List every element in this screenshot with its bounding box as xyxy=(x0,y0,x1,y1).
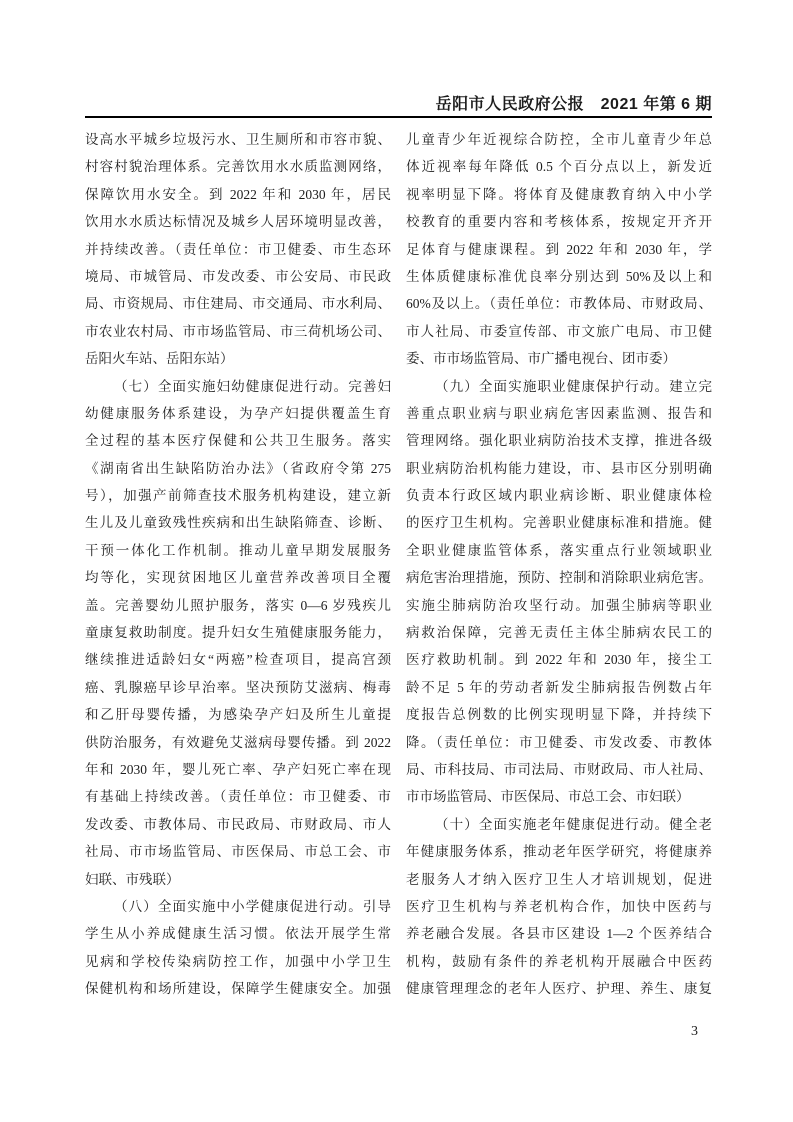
text-line: 实施尘肺病防治攻坚行动。加强尘肺病等职业 xyxy=(406,597,712,613)
text-line: 幼健康服务体系建设，为孕产妇提供覆盖生育 xyxy=(85,405,391,421)
text-line: 龄不足 5 年的劳动者新发尘肺病报告例数占年 xyxy=(406,679,712,695)
text-line: 职业病防治机构能力建设，市、县市区分别明确 xyxy=(406,460,712,476)
text-line: （七）全面实施妇幼健康促进行动。完善妇 xyxy=(114,378,391,394)
text-line: 局、市科技局、市司法局、市财政局、市人社局、 xyxy=(406,761,712,777)
text-line: 童康复救助制度。提升妇女生殖健康服务能力， xyxy=(85,625,391,641)
text-line: 岳阳火车站、岳阳东站） xyxy=(85,351,234,367)
text-line: 见病和学校传染病防控工作，加强中小学卫生 xyxy=(85,953,391,969)
text-line: 均等化，实现贫困地区儿童营养改善项目全覆 xyxy=(85,570,391,586)
text-line: 全职业健康监管体系，落实重点行业领域职业 xyxy=(406,542,712,558)
text-line: 学生从小养成健康生活习惯。依法开展学生常 xyxy=(85,926,391,942)
text-line: 盖。完善婴幼儿照护服务，落实 0—6 岁残疾儿 xyxy=(85,597,391,613)
text-line: 社局、市市场监管局、市医保局、市总工会、市 xyxy=(85,844,391,860)
text-line: 的医疗卫生机构。完善职业健康标准和措施。健 xyxy=(406,515,712,531)
text-line: 妇联、市残联） xyxy=(85,871,180,887)
text-line: 有基础上持续改善。（责任单位：市卫健委、市 xyxy=(85,789,391,805)
text-line: 管理网络。强化职业病防治技术支撑，推进各级 xyxy=(406,433,712,449)
text-line: 饮用水水质达标情况及城乡人居环境明显改善， xyxy=(85,214,391,230)
text-line: 保健机构和场所建设，保障学生健康安全。加强 xyxy=(85,981,391,997)
text-line: 市人社局、市委宣传部、市文旅广电局、市卫健 xyxy=(406,323,712,339)
text-line: （十）全面实施老年健康促进行动。健全老 xyxy=(435,816,712,832)
text-line: 医疗卫生机构与养老机构合作，加快中医药与 xyxy=(406,898,712,914)
text-line: 机构，鼓励有条件的养老机构开展融合中医药 xyxy=(406,953,712,969)
text-line: 病危害治理措施，预防、控制和消除职业病危害。 xyxy=(406,570,712,586)
text-line: 医疗救助机制。到 2022 年和 2030 年，接尘工 xyxy=(406,652,712,668)
text-line: 癌、乳腺癌早诊早治率。坚决预防艾滋病、梅毒 xyxy=(85,679,391,695)
column-left xyxy=(85,126,391,1003)
text-line: 足体育与健康课程。到 2022 年和 2030 年，学 xyxy=(406,241,712,257)
text-line: 局、市资规局、市住建局、市交通局、市水利局、 xyxy=(85,296,391,312)
text-line: 村容村貌治理体系。完善饮用水水质监测网络， xyxy=(85,159,391,175)
text-line: 保障饮用水安全。到 2022 年和 2030 年，居民 xyxy=(85,186,391,202)
text-line: 健康管理理念的老年人医疗、护理、养生、康复 xyxy=(406,981,712,997)
text-line: 负责本行政区域内职业病诊断、职业健康体检 xyxy=(406,488,712,504)
text-line: 养老融合发展。各县市区建设 1—2 个医养结合 xyxy=(406,926,712,942)
text-line: 儿童青少年近视综合防控，全市儿童青少年总 xyxy=(406,132,712,147)
text-line: 视率明显下降。将体育及健康教育纳入中小学 xyxy=(406,186,712,202)
text-line: 校教育的重要内容和考核体系，按规定开齐开 xyxy=(406,214,712,230)
text-line: 设高水平城乡垃圾污水、卫生厕所和市容市貌、 xyxy=(85,132,391,147)
text-line: 市市场监管局、市医保局、市总工会、市妇联） xyxy=(406,789,690,805)
text-line: 病救治保障，完善无责任主体尘肺病农民工的 xyxy=(406,625,712,641)
document-body xyxy=(85,126,712,1003)
text-line: 降。（责任单位：市卫健委、市发改委、市教体 xyxy=(406,734,712,750)
text-line: 发改委、市教体局、市民政局、市财政局、市人 xyxy=(85,816,391,832)
text-line: 年健康服务体系，推动老年医学研究，将健康养 xyxy=(406,844,712,860)
text-line: 市农业农村局、市市场监管局、市三荷机场公司、 xyxy=(85,323,391,339)
text-line: 干预一体化工作机制。推动儿童早期发展服务 xyxy=(85,542,391,558)
column-right xyxy=(406,126,712,1003)
text-line: 全过程的基本医疗保健和公共卫生服务。落实 xyxy=(85,433,391,449)
header-title: 岳阳市人民政府公报 2021 年第 6 期 xyxy=(435,96,712,113)
text-line: 生儿及儿童致残性疾病和出生缺陷筛查、诊断、 xyxy=(85,515,391,531)
text-line: 度报告总例数的比例实现明显下降，并持续下 xyxy=(406,707,712,723)
text-line: （八）全面实施中小学健康促进行动。引导 xyxy=(114,898,391,914)
header-divider xyxy=(85,116,712,118)
text-line: 善重点职业病与职业病危害因素监测、报告和 xyxy=(406,405,712,421)
text-line: 委、市市场监管局、市广播电视台、团市委） xyxy=(406,351,676,367)
page-header xyxy=(85,91,712,114)
text-line: 供防治服务，有效避免艾滋病母婴传播。到 2022 xyxy=(85,734,391,750)
text-line: 号），加强产前筛查技术服务机构建设，建立新 xyxy=(85,488,391,504)
text-line: 境局、市城管局、市发改委、市公安局、市民政 xyxy=(85,268,391,284)
text-line: 60%及以上。（责任单位：市教体局、市财政局、 xyxy=(406,296,712,312)
text-line: 和乙肝母婴传播，为感染孕产妇及所生儿童提 xyxy=(85,707,391,723)
page-number: 3 xyxy=(691,1024,698,1039)
text-line: （九）全面实施职业健康保护行动。建立完 xyxy=(435,378,712,394)
text-line: 年和 2030 年，婴儿死亡率、孕产妇死亡率在现 xyxy=(85,761,391,777)
text-line: 生体质健康标准优良率分别达到 50%及以上和 xyxy=(406,268,712,284)
text-line: 《湖南省出生缺陷防治办法》（省政府令第 275 xyxy=(85,460,391,476)
text-line: 体近视率每年降低 0.5 个百分点以上，新发近 xyxy=(406,159,712,175)
text-line: 并持续改善。（责任单位：市卫健委、市生态环 xyxy=(85,241,391,257)
text-line: 老服务人才纳入医疗卫生人才培训规划，促进 xyxy=(406,871,712,887)
text-line: 继续推进适龄妇女“两癌”检查项目，提高宫颈 xyxy=(85,652,391,668)
